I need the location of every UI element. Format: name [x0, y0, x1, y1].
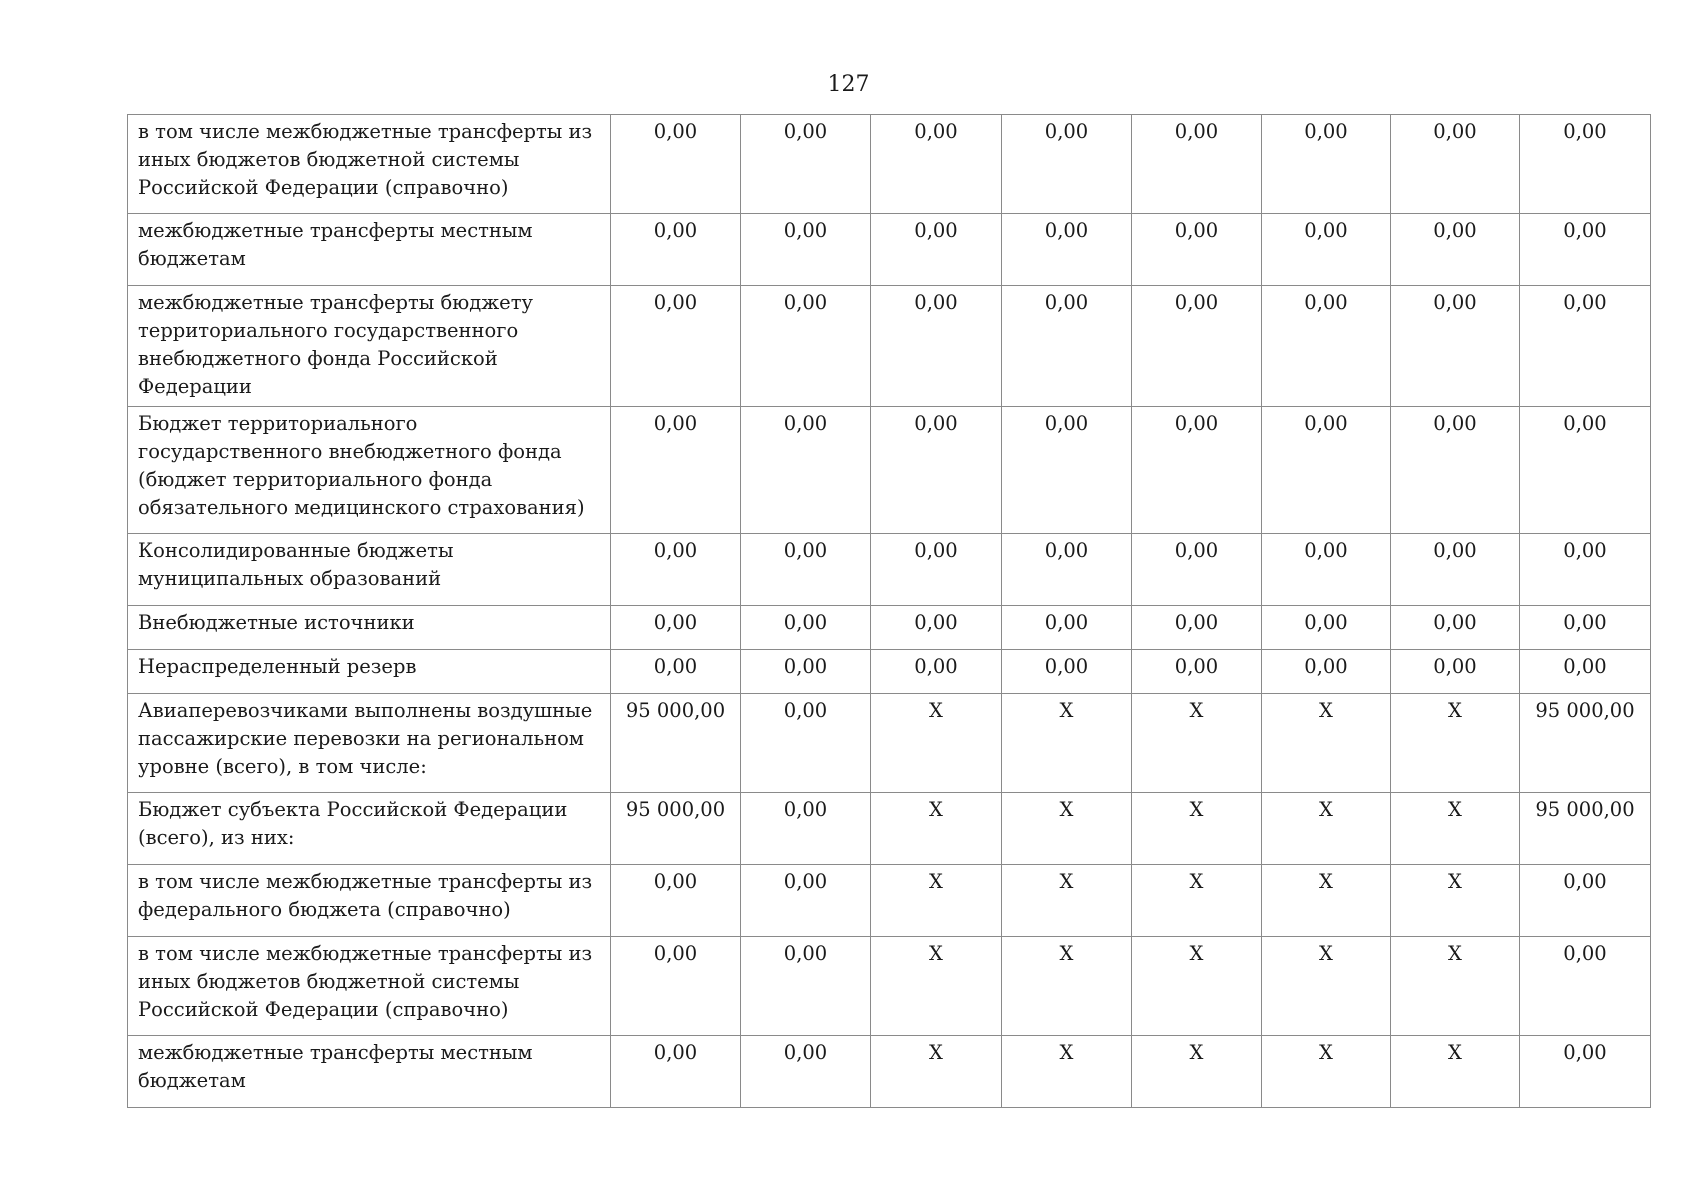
value-cell: 0,00 — [741, 606, 871, 650]
value-cell: 0,00 — [1391, 286, 1520, 407]
value-cell: X — [1132, 793, 1262, 865]
row-label: Внебюджетные источники — [128, 606, 611, 650]
value-cell: 0,00 — [871, 115, 1002, 214]
value-cell: 0,00 — [741, 115, 871, 214]
table-body — [128, 115, 1651, 1108]
value-cell: X — [1002, 865, 1132, 937]
value-cell: 0,00 — [741, 534, 871, 606]
value-cell: 0,00 — [1132, 214, 1262, 286]
value-cell: 0,00 — [741, 407, 871, 534]
value-cell: 0,00 — [1520, 650, 1651, 694]
value-cell: 0,00 — [1520, 865, 1651, 937]
value-cell: 0,00 — [1132, 407, 1262, 534]
value-cell: 0,00 — [1520, 534, 1651, 606]
value-cell: X — [1262, 793, 1391, 865]
value-cell: X — [1391, 793, 1520, 865]
value-cell: 0,00 — [1002, 650, 1132, 694]
value-cell: 0,00 — [741, 793, 871, 865]
value-cell: 0,00 — [1391, 407, 1520, 534]
value-cell: 0,00 — [611, 650, 741, 694]
value-cell: 0,00 — [1002, 407, 1132, 534]
value-cell: 0,00 — [1002, 606, 1132, 650]
value-cell: 95 000,00 — [1520, 694, 1651, 793]
value-cell: 95 000,00 — [611, 694, 741, 793]
value-cell: X — [1391, 865, 1520, 937]
value-cell: 0,00 — [611, 865, 741, 937]
table-row — [128, 286, 1651, 407]
value-cell: 0,00 — [1002, 534, 1132, 606]
value-cell: 0,00 — [741, 865, 871, 937]
value-cell: 0,00 — [741, 650, 871, 694]
value-cell: X — [1132, 865, 1262, 937]
value-cell: 0,00 — [1132, 606, 1262, 650]
value-cell: X — [871, 793, 1002, 865]
value-cell: 0,00 — [1520, 606, 1651, 650]
value-cell: 0,00 — [1520, 1036, 1651, 1108]
row-label: в том числе межбюджетные трансферты из иных бюджетов бюджетной системы Российской Федерации (справочно) — [128, 115, 611, 214]
value-cell: X — [1002, 694, 1132, 793]
value-cell: X — [1132, 694, 1262, 793]
table-row — [128, 534, 1651, 606]
value-cell: X — [1002, 793, 1132, 865]
table-row — [128, 214, 1651, 286]
row-label: Консолидированные бюджеты муниципальных образований — [128, 534, 611, 606]
value-cell: X — [871, 1036, 1002, 1108]
value-cell: 0,00 — [1262, 407, 1391, 534]
table-row — [128, 694, 1651, 793]
value-cell: X — [1262, 694, 1391, 793]
table-row — [128, 793, 1651, 865]
value-cell: X — [1262, 937, 1391, 1036]
table-row — [128, 865, 1651, 937]
value-cell: 0,00 — [1262, 115, 1391, 214]
row-label: межбюджетные трансферты бюджету территориального государственного внебюджетного фонда Российской Федерации — [128, 286, 611, 407]
table-row — [128, 115, 1651, 214]
value-cell: X — [1002, 937, 1132, 1036]
value-cell: 0,00 — [1002, 214, 1132, 286]
value-cell: 0,00 — [1391, 650, 1520, 694]
value-cell: 0,00 — [611, 606, 741, 650]
row-label: межбюджетные трансферты местным бюджетам — [128, 1036, 611, 1108]
value-cell: 0,00 — [1520, 286, 1651, 407]
value-cell: 0,00 — [1262, 286, 1391, 407]
value-cell: 0,00 — [741, 286, 871, 407]
table-row — [128, 606, 1651, 650]
value-cell: 0,00 — [1132, 286, 1262, 407]
value-cell: 0,00 — [1002, 115, 1132, 214]
budget-table — [127, 114, 1651, 1108]
value-cell: 0,00 — [1391, 214, 1520, 286]
table-row — [128, 407, 1651, 534]
value-cell: 0,00 — [1262, 534, 1391, 606]
value-cell: 0,00 — [871, 606, 1002, 650]
value-cell: X — [871, 865, 1002, 937]
value-cell: 0,00 — [611, 115, 741, 214]
value-cell: 0,00 — [1002, 286, 1132, 407]
value-cell: 0,00 — [611, 937, 741, 1036]
table-row — [128, 1036, 1651, 1108]
value-cell: 0,00 — [1391, 115, 1520, 214]
row-label: Бюджет субъекта Российской Федерации (всего), из них: — [128, 793, 611, 865]
value-cell: 0,00 — [1520, 214, 1651, 286]
value-cell: X — [1391, 937, 1520, 1036]
value-cell: 0,00 — [1262, 606, 1391, 650]
value-cell: 0,00 — [1132, 534, 1262, 606]
value-cell: 0,00 — [1391, 606, 1520, 650]
row-label: Бюджет территориального государственного внебюджетного фонда (бюджет территориального фонда обязательного медицинского страхования) — [128, 407, 611, 534]
value-cell: X — [1391, 1036, 1520, 1108]
value-cell: 0,00 — [871, 534, 1002, 606]
row-label: Авиаперевозчиками выполнены воздушные пассажирские перевозки на региональном уровне (всего), в том числе: — [128, 694, 611, 793]
value-cell: 0,00 — [871, 286, 1002, 407]
value-cell: 0,00 — [741, 937, 871, 1036]
value-cell: 0,00 — [871, 407, 1002, 534]
value-cell: 0,00 — [1391, 534, 1520, 606]
row-label: в том числе межбюджетные трансферты из иных бюджетов бюджетной системы Российской Федерации (справочно) — [128, 937, 611, 1036]
value-cell: X — [1391, 694, 1520, 793]
value-cell: 0,00 — [1132, 115, 1262, 214]
value-cell: X — [1132, 937, 1262, 1036]
value-cell: 0,00 — [1520, 115, 1651, 214]
value-cell: 0,00 — [1132, 650, 1262, 694]
value-cell: 0,00 — [741, 694, 871, 793]
page-number: 127 — [827, 72, 870, 97]
value-cell: 0,00 — [1262, 214, 1391, 286]
value-cell: 0,00 — [1520, 407, 1651, 534]
row-label: межбюджетные трансферты местным бюджетам — [128, 214, 611, 286]
value-cell: 95 000,00 — [1520, 793, 1651, 865]
value-cell: X — [1002, 1036, 1132, 1108]
value-cell: X — [871, 937, 1002, 1036]
value-cell: 0,00 — [611, 407, 741, 534]
value-cell: X — [1262, 1036, 1391, 1108]
table-row — [128, 650, 1651, 694]
value-cell: X — [1262, 865, 1391, 937]
value-cell: 0,00 — [741, 1036, 871, 1108]
row-label: Нераспределенный резерв — [128, 650, 611, 694]
value-cell: 0,00 — [871, 650, 1002, 694]
value-cell: 0,00 — [1520, 937, 1651, 1036]
value-cell: 0,00 — [611, 534, 741, 606]
value-cell: 0,00 — [741, 214, 871, 286]
value-cell: X — [1132, 1036, 1262, 1108]
value-cell: 95 000,00 — [611, 793, 741, 865]
value-cell: 0,00 — [1262, 650, 1391, 694]
value-cell: X — [871, 694, 1002, 793]
value-cell: 0,00 — [871, 214, 1002, 286]
value-cell: 0,00 — [611, 214, 741, 286]
row-label: в том числе межбюджетные трансферты из федерального бюджета (справочно) — [128, 865, 611, 937]
value-cell: 0,00 — [611, 1036, 741, 1108]
table-row — [128, 937, 1651, 1036]
value-cell: 0,00 — [611, 286, 741, 407]
